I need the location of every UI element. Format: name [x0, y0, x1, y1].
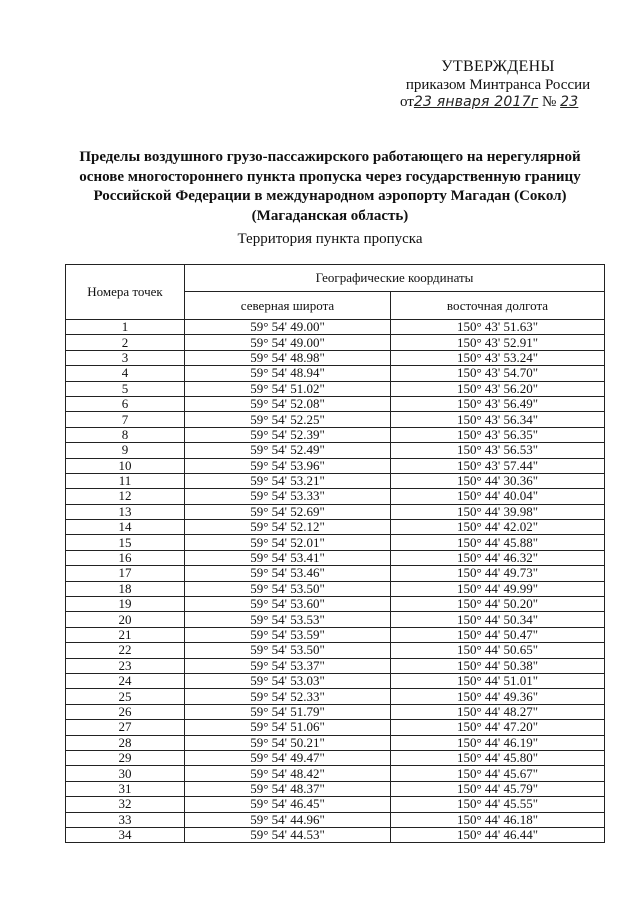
longitude-cell: 150° 44' 46.19"	[391, 735, 605, 750]
table-row	[66, 827, 605, 842]
point-number-cell: 12	[66, 489, 185, 504]
point-number-cell: 5	[66, 381, 185, 396]
table-row	[66, 566, 605, 581]
longitude-cell: 150° 44' 45.67"	[391, 766, 605, 781]
point-number-cell: 6	[66, 396, 185, 411]
table-row	[66, 550, 605, 565]
longitude-cell: 150° 44' 50.65"	[391, 643, 605, 658]
longitude-cell: 150° 43' 54.70"	[391, 366, 605, 381]
approval-block	[398, 58, 598, 111]
longitude-cell: 150° 43' 57.44"	[391, 458, 605, 473]
latitude-cell: 59° 54' 52.12"	[185, 520, 391, 535]
latitude-cell: 59° 54' 52.39"	[185, 427, 391, 442]
point-number-cell: 18	[66, 581, 185, 596]
latitude-cell: 59° 54' 51.02"	[185, 381, 391, 396]
table-row	[66, 597, 605, 612]
point-number-cell: 2	[66, 335, 185, 350]
table-row	[66, 335, 605, 350]
table-row	[66, 581, 605, 596]
table-row	[66, 458, 605, 473]
latitude-cell: 59° 54' 48.42"	[185, 766, 391, 781]
table-row	[66, 350, 605, 365]
document-title: Пределы воздушного грузо-пассажирского работающего на нерегулярной основе многостороннего пункта пропуска через государственную границу Российской Федерации в международном аэропорту Магадан (Сокол) (Магаданская область)	[79, 149, 581, 224]
table-row	[66, 473, 605, 488]
latitude-cell: 59° 54' 53.50"	[185, 643, 391, 658]
longitude-cell: 150° 44' 45.88"	[391, 535, 605, 550]
point-number-cell: 20	[66, 612, 185, 627]
approval-status: УТВЕРЖДЕНЫ	[441, 58, 555, 75]
longitude-cell: 150° 44' 45.80"	[391, 750, 605, 765]
latitude-cell: 59° 54' 52.69"	[185, 504, 391, 519]
latitude-cell: 59° 54' 51.06"	[185, 720, 391, 735]
longitude-cell: 150° 43' 51.63"	[391, 320, 605, 335]
table-row	[66, 612, 605, 627]
point-number-cell: 31	[66, 781, 185, 796]
table-row	[66, 396, 605, 411]
document-subtitle: Территория пункта пропуска	[237, 231, 423, 247]
longitude-cell: 150° 44' 49.73"	[391, 566, 605, 581]
table-row	[66, 535, 605, 550]
latitude-cell: 59° 54' 53.96"	[185, 458, 391, 473]
latitude-cell: 59° 54' 53.41"	[185, 550, 391, 565]
approval-date-line	[398, 94, 598, 111]
table-row	[66, 443, 605, 458]
date-from-label: от	[400, 94, 414, 110]
longitude-cell: 150° 44' 46.32"	[391, 550, 605, 565]
handwritten-number: 23	[560, 94, 579, 110]
latitude-cell: 59° 54' 44.53"	[185, 827, 391, 842]
point-number-cell: 25	[66, 689, 185, 704]
point-number-cell: 34	[66, 827, 185, 842]
longitude-cell: 150° 44' 51.01"	[391, 673, 605, 688]
longitude-cell: 150° 44' 50.20"	[391, 597, 605, 612]
latitude-cell: 59° 54' 53.37"	[185, 658, 391, 673]
latitude-cell: 59° 54' 52.08"	[185, 396, 391, 411]
latitude-cell: 59° 54' 52.01"	[185, 535, 391, 550]
longitude-cell: 150° 44' 47.20"	[391, 720, 605, 735]
latitude-cell: 59° 54' 53.21"	[185, 473, 391, 488]
point-number-cell: 7	[66, 412, 185, 427]
point-number-cell: 30	[66, 766, 185, 781]
latitude-cell: 59° 54' 48.98"	[185, 350, 391, 365]
longitude-cell: 150° 44' 50.38"	[391, 658, 605, 673]
latitude-cell: 59° 54' 53.60"	[185, 597, 391, 612]
table-row	[66, 366, 605, 381]
latitude-cell: 59° 54' 49.47"	[185, 750, 391, 765]
point-number-cell: 3	[66, 350, 185, 365]
longitude-cell: 150° 44' 49.36"	[391, 689, 605, 704]
table-row	[66, 320, 605, 335]
table-body	[66, 320, 605, 843]
point-number-cell: 28	[66, 735, 185, 750]
point-number-cell: 21	[66, 627, 185, 642]
handwritten-date: 23 января 2017г	[413, 94, 539, 110]
table-row	[66, 781, 605, 796]
table-row	[66, 812, 605, 827]
table-row	[66, 689, 605, 704]
table-row	[66, 427, 605, 442]
point-number-cell: 23	[66, 658, 185, 673]
point-number-cell: 11	[66, 473, 185, 488]
table-row	[66, 704, 605, 719]
latitude-cell: 59° 54' 53.03"	[185, 673, 391, 688]
coordinates-table	[65, 264, 605, 843]
point-number-cell: 10	[66, 458, 185, 473]
table-row	[66, 766, 605, 781]
table-row	[66, 658, 605, 673]
longitude-cell: 150° 44' 50.34"	[391, 612, 605, 627]
latitude-cell: 59° 54' 50.21"	[185, 735, 391, 750]
point-number-cell: 26	[66, 704, 185, 719]
latitude-cell: 59° 54' 49.00"	[185, 320, 391, 335]
table-row	[66, 412, 605, 427]
longitude-cell: 150° 43' 53.24"	[391, 350, 605, 365]
latitude-cell: 59° 54' 48.94"	[185, 366, 391, 381]
latitude-cell: 59° 54' 52.25"	[185, 412, 391, 427]
point-number-cell: 1	[66, 320, 185, 335]
point-number-cell: 8	[66, 427, 185, 442]
table-row	[66, 489, 605, 504]
longitude-cell: 150° 44' 46.44"	[391, 827, 605, 842]
point-number-cell: 17	[66, 566, 185, 581]
latitude-cell: 59° 54' 48.37"	[185, 781, 391, 796]
longitude-cell: 150° 44' 45.55"	[391, 797, 605, 812]
header-point-numbers: Номера точек	[66, 265, 185, 320]
latitude-cell: 59° 54' 49.00"	[185, 335, 391, 350]
longitude-cell: 150° 43' 56.53"	[391, 443, 605, 458]
longitude-cell: 150° 44' 45.79"	[391, 781, 605, 796]
latitude-cell: 59° 54' 53.46"	[185, 566, 391, 581]
longitude-cell: 150° 44' 30.36"	[391, 473, 605, 488]
latitude-cell: 59° 54' 53.50"	[185, 581, 391, 596]
longitude-cell: 150° 43' 56.49"	[391, 396, 605, 411]
number-label: №	[542, 94, 557, 110]
longitude-cell: 150° 44' 50.47"	[391, 627, 605, 642]
point-number-cell: 13	[66, 504, 185, 519]
latitude-cell: 59° 54' 44.96"	[185, 812, 391, 827]
longitude-cell: 150° 44' 39.98"	[391, 504, 605, 519]
point-number-cell: 22	[66, 643, 185, 658]
table-row	[66, 504, 605, 519]
point-number-cell: 32	[66, 797, 185, 812]
longitude-cell: 150° 44' 42.02"	[391, 520, 605, 535]
latitude-cell: 59° 54' 51.79"	[185, 704, 391, 719]
longitude-cell: 150° 44' 48.27"	[391, 704, 605, 719]
header-latitude: северная широта	[185, 292, 391, 320]
longitude-cell: 150° 43' 56.34"	[391, 412, 605, 427]
point-number-cell: 33	[66, 812, 185, 827]
table-row	[66, 735, 605, 750]
longitude-cell: 150° 43' 56.35"	[391, 427, 605, 442]
latitude-cell: 59° 54' 53.59"	[185, 627, 391, 642]
table-row	[66, 381, 605, 396]
point-number-cell: 19	[66, 597, 185, 612]
header-longitude: восточная долгота	[391, 292, 605, 320]
table-row	[66, 520, 605, 535]
point-number-cell: 14	[66, 520, 185, 535]
point-number-cell: 29	[66, 750, 185, 765]
table-row	[66, 673, 605, 688]
table-row	[66, 720, 605, 735]
longitude-cell: 150° 44' 46.18"	[391, 812, 605, 827]
point-number-cell: 9	[66, 443, 185, 458]
latitude-cell: 59° 54' 52.33"	[185, 689, 391, 704]
point-number-cell: 24	[66, 673, 185, 688]
table-row	[66, 797, 605, 812]
latitude-cell: 59° 54' 53.53"	[185, 612, 391, 627]
latitude-cell: 59° 54' 53.33"	[185, 489, 391, 504]
point-number-cell: 27	[66, 720, 185, 735]
table-row	[66, 627, 605, 642]
longitude-cell: 150° 43' 56.20"	[391, 381, 605, 396]
latitude-cell: 59° 54' 52.49"	[185, 443, 391, 458]
point-number-cell: 16	[66, 550, 185, 565]
table-row	[66, 643, 605, 658]
header-geographic-coordinates: Географические координаты	[185, 265, 605, 292]
latitude-cell: 59° 54' 46.45"	[185, 797, 391, 812]
longitude-cell: 150° 44' 49.99"	[391, 581, 605, 596]
longitude-cell: 150° 44' 40.04"	[391, 489, 605, 504]
point-number-cell: 15	[66, 535, 185, 550]
point-number-cell: 4	[66, 366, 185, 381]
approval-order: приказом Минтранса России	[405, 77, 591, 93]
longitude-cell: 150° 43' 52.91"	[391, 335, 605, 350]
table-row	[66, 750, 605, 765]
